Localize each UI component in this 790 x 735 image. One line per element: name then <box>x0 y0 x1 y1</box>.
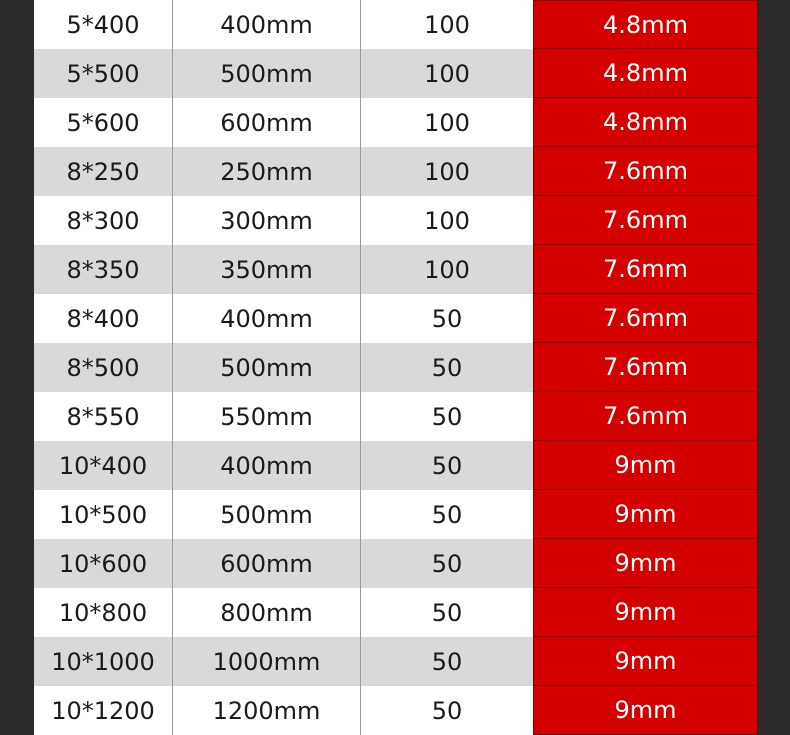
quantity-cell: 50 <box>360 539 533 588</box>
quantity-cell: 100 <box>360 147 533 196</box>
table-row <box>34 588 758 637</box>
quantity-cell: 100 <box>360 0 533 49</box>
width-cell: 7.6mm <box>533 392 758 441</box>
width-cell: 9mm <box>533 539 758 588</box>
spec-cell: 8*550 <box>66 402 140 431</box>
spec-cell: 10*400 <box>58 451 148 480</box>
length-cell: 500mm <box>172 343 360 392</box>
width-cell: 4.8mm <box>533 49 758 98</box>
spec-cell: 5*400 <box>66 10 140 39</box>
quantity-cell: 50 <box>360 441 533 490</box>
quantity-cell: 50 <box>360 490 533 539</box>
spec-cell: 8*500 <box>66 353 140 382</box>
length-cell: 400mm <box>172 441 360 490</box>
quantity-cell: 100 <box>360 245 533 294</box>
table-row <box>34 294 758 343</box>
length-cell: 400mm <box>172 294 360 343</box>
table-row <box>34 0 758 49</box>
width-cell: 9mm <box>533 588 758 637</box>
table-row <box>34 686 758 735</box>
quantity-cell: 50 <box>360 637 533 686</box>
spec-table <box>34 0 758 735</box>
spec-cell: 10*1200 <box>51 696 155 725</box>
spec-cell: 8*400 <box>66 304 140 333</box>
length-cell: 300mm <box>172 196 360 245</box>
spec-cell: 10*1000 <box>51 647 155 676</box>
spec-cell: 5*600 <box>66 108 140 137</box>
width-cell: 7.6mm <box>533 147 758 196</box>
length-cell: 1200mm <box>172 686 360 735</box>
spec-cell: 8*300 <box>66 206 140 235</box>
width-cell: 7.6mm <box>533 245 758 294</box>
table-row <box>34 343 758 392</box>
length-cell: 1000mm <box>172 637 360 686</box>
length-cell: 800mm <box>172 588 360 637</box>
spec-cell: 8*350 <box>66 255 140 284</box>
table-row <box>34 539 758 588</box>
spec-cell: 10*600 <box>58 549 148 578</box>
table-row <box>34 147 758 196</box>
width-cell: 9mm <box>533 490 758 539</box>
spec-cell: 10*500 <box>58 500 148 529</box>
width-cell: 9mm <box>533 441 758 490</box>
table-row <box>34 637 758 686</box>
length-cell: 250mm <box>172 147 360 196</box>
width-cell: 7.6mm <box>533 196 758 245</box>
length-cell: 600mm <box>172 98 360 147</box>
length-cell: 550mm <box>172 392 360 441</box>
table-row <box>34 490 758 539</box>
quantity-cell: 50 <box>360 343 533 392</box>
quantity-cell: 100 <box>360 98 533 147</box>
width-cell: 7.6mm <box>533 294 758 343</box>
width-cell: 9mm <box>533 637 758 686</box>
quantity-cell: 100 <box>360 196 533 245</box>
table-row <box>34 441 758 490</box>
quantity-cell: 50 <box>360 294 533 343</box>
spec-cell: 8*250 <box>66 157 140 186</box>
quantity-cell: 50 <box>360 588 533 637</box>
spec-cell: 5*500 <box>66 59 140 88</box>
length-cell: 400mm <box>172 0 360 49</box>
table-row <box>34 392 758 441</box>
table-row <box>34 245 758 294</box>
quantity-cell: 100 <box>360 49 533 98</box>
quantity-cell: 50 <box>360 686 533 735</box>
table-row <box>34 49 758 98</box>
spec-cell: 10*800 <box>58 598 148 627</box>
width-cell: 4.8mm <box>533 98 758 147</box>
length-cell: 500mm <box>172 49 360 98</box>
table-row <box>34 98 758 147</box>
length-cell: 500mm <box>172 490 360 539</box>
width-cell: 9mm <box>533 686 758 735</box>
width-cell: 7.6mm <box>533 343 758 392</box>
quantity-cell: 50 <box>360 392 533 441</box>
width-cell: 4.8mm <box>533 0 758 49</box>
table-row <box>34 196 758 245</box>
length-cell: 350mm <box>172 245 360 294</box>
length-cell: 600mm <box>172 539 360 588</box>
